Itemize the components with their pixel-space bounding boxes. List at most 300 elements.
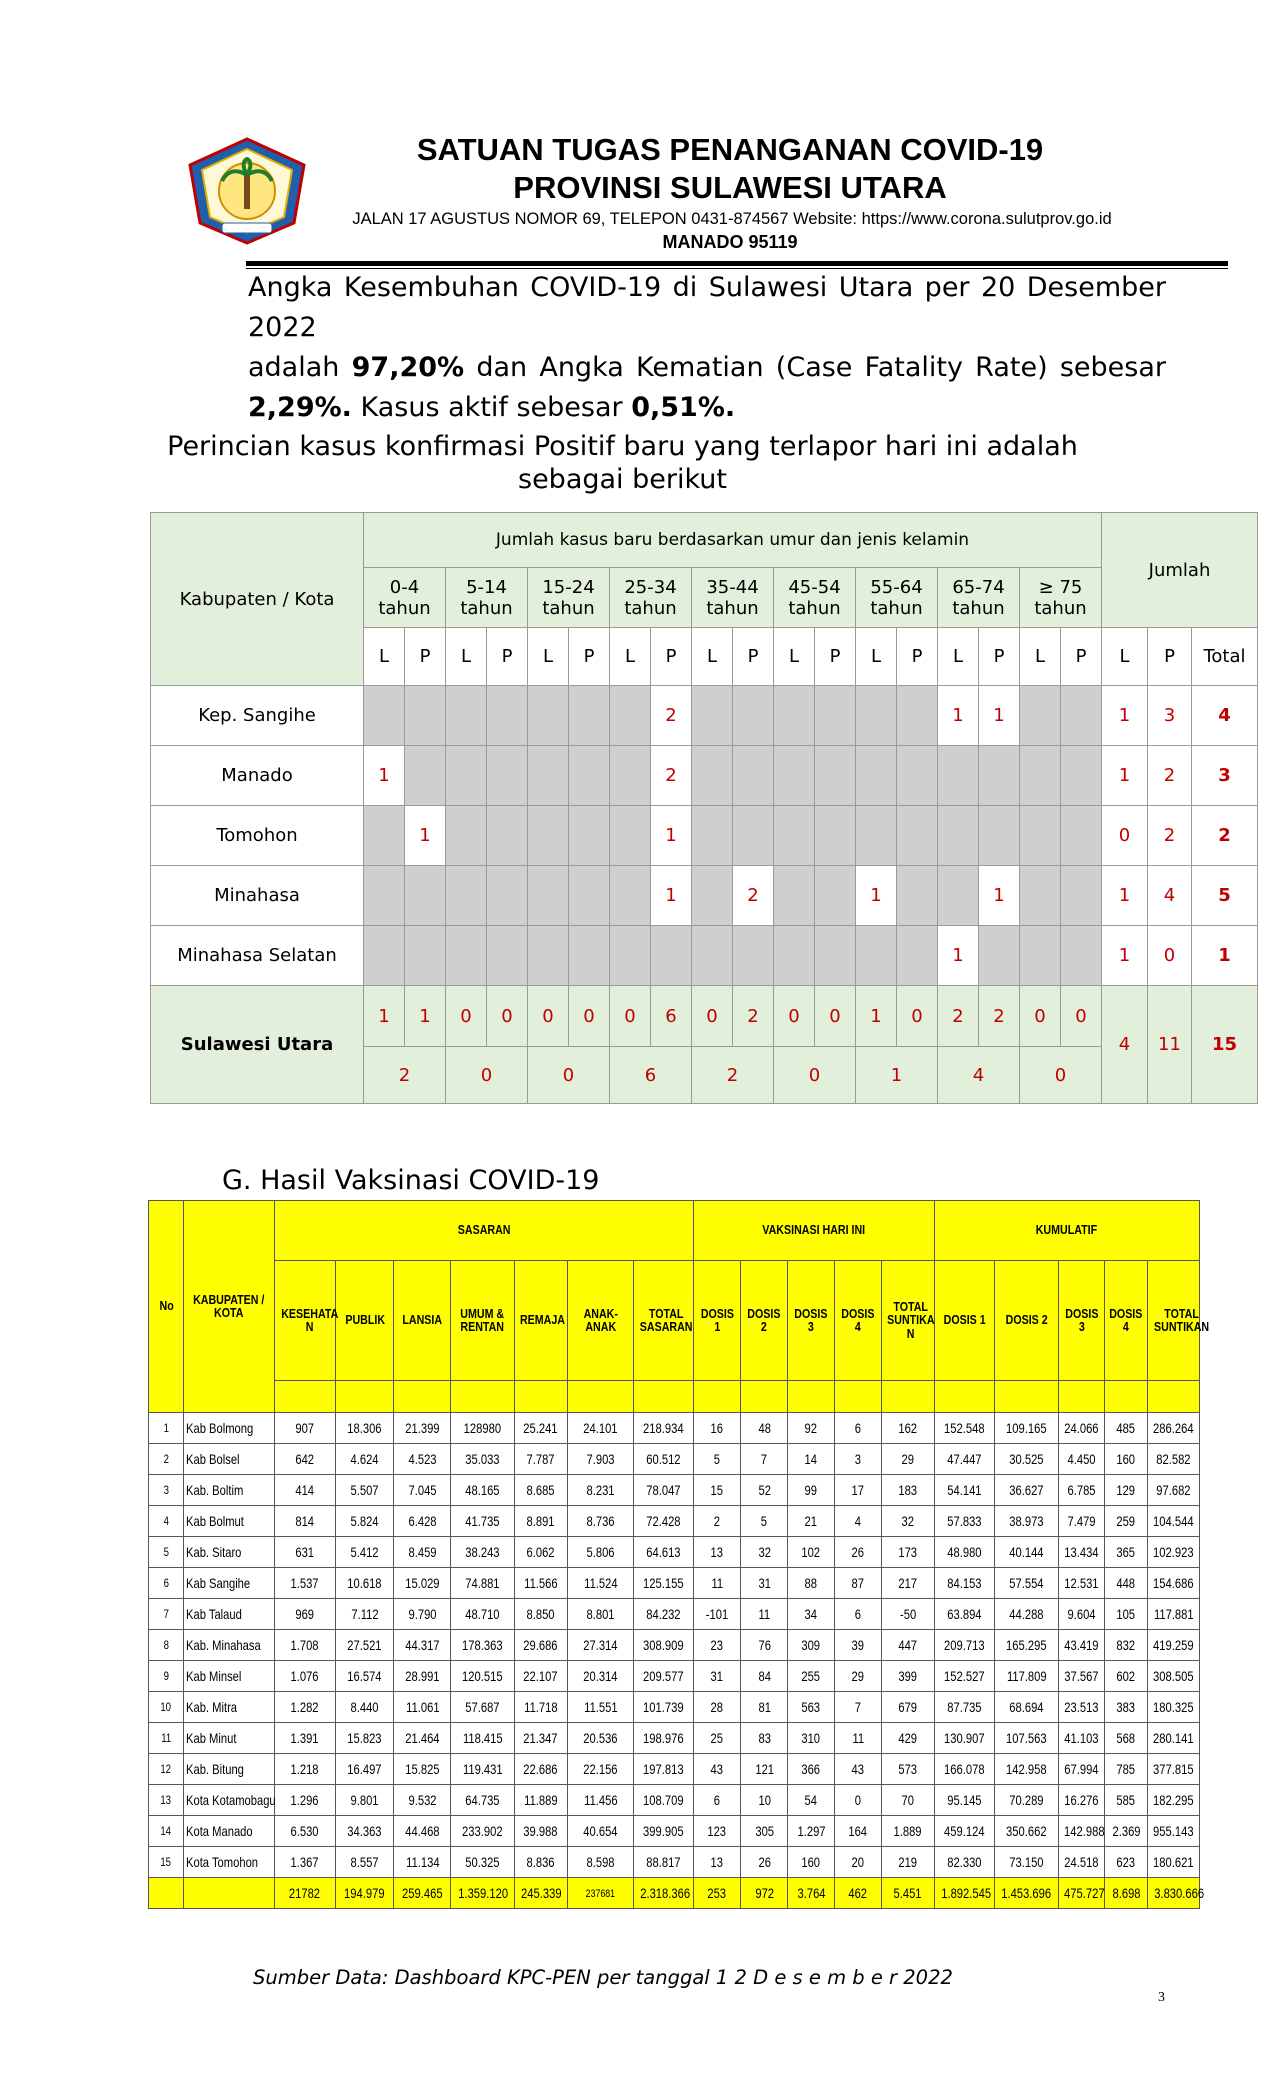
- vax-row: [149, 1754, 1200, 1785]
- vax-value-text: 183: [898, 1481, 918, 1498]
- blank-header-cell: [693, 1381, 741, 1413]
- sasaran-header: [274, 1201, 693, 1261]
- age-range: 25-34: [624, 576, 677, 598]
- vax-value: [634, 1723, 693, 1754]
- vax-value-text: 22.107: [523, 1667, 559, 1684]
- age-range: ≥ 75: [1038, 576, 1083, 598]
- vax-value-text: 8.736: [586, 1512, 615, 1529]
- vax-value: [693, 1692, 741, 1723]
- province-cell: 0: [610, 986, 651, 1047]
- province-age-total: 0: [1020, 1047, 1102, 1104]
- vax-total-value: [184, 1878, 274, 1909]
- vax-value: [788, 1785, 835, 1816]
- sex-p-header: P: [487, 628, 528, 686]
- case-cell: [528, 746, 569, 806]
- header-address: JALAN 17 AGUSTUS NOMOR 69, TELEPON 0431-874567 Website: https://www.corona.sulutprov.go.id: [352, 210, 1112, 228]
- vax-value-text: Kab. Mitra: [186, 1698, 238, 1715]
- today-col-header: [881, 1261, 934, 1381]
- vax-value: [934, 1537, 994, 1568]
- vax-value-text: 52: [758, 1481, 771, 1498]
- sex-l-header: L: [446, 628, 487, 686]
- vax-value-text: 1.297: [797, 1822, 826, 1839]
- blank-header-cell: [788, 1381, 835, 1413]
- vax-value: [394, 1816, 451, 1847]
- vax-value-text: 20.536: [583, 1729, 618, 1746]
- vax-value: [1105, 1506, 1148, 1537]
- case-cell: [569, 806, 610, 866]
- vax-value: [394, 1568, 451, 1599]
- province-cell: 0: [487, 986, 528, 1047]
- case-row: [151, 866, 1258, 926]
- vax-value-text: 23.513: [1064, 1698, 1099, 1715]
- vax-value-text: 6: [713, 1791, 721, 1808]
- vax-value: [881, 1630, 934, 1661]
- vax-value-text: 70.289: [1009, 1791, 1044, 1808]
- sex-p-header: P: [651, 628, 692, 686]
- vax-value: [1147, 1630, 1199, 1661]
- vax-value: [995, 1568, 1058, 1599]
- case-cell: [774, 866, 815, 926]
- vax-row-no: [149, 1537, 184, 1568]
- case-cell: [405, 686, 446, 746]
- case-cell: [446, 746, 487, 806]
- case-cell: [733, 746, 774, 806]
- cumulative-col-header: [995, 1261, 1058, 1381]
- vax-value: [1058, 1785, 1105, 1816]
- vax-value-text: 27.314: [583, 1636, 618, 1653]
- vax-value: [274, 1785, 335, 1816]
- vax-value-text: 11.524: [583, 1574, 618, 1591]
- vax-value: [788, 1537, 835, 1568]
- vax-value: [514, 1816, 567, 1847]
- vax-value-text: 101.739: [643, 1698, 684, 1715]
- vax-value-text: 16.276: [1064, 1791, 1099, 1808]
- age-unit: tahun: [378, 597, 431, 619]
- vax-total-value: [1058, 1878, 1105, 1909]
- vax-value: [567, 1692, 634, 1723]
- case-cell: 1: [651, 806, 692, 866]
- vax-row-no: [149, 1785, 184, 1816]
- vax-value: [741, 1630, 788, 1661]
- vax-row: [149, 1723, 1200, 1754]
- vax-value: [934, 1444, 994, 1475]
- vax-value-text: Kab Bolmut: [186, 1512, 245, 1529]
- province-age-total: 2: [364, 1047, 446, 1104]
- vax-value-text: 1.391: [290, 1729, 319, 1746]
- vax-value-text: 107.563: [1006, 1729, 1047, 1746]
- vax-total-value: [934, 1878, 994, 1909]
- vax-value-text: 15: [160, 1854, 172, 1869]
- sex-l-header: L: [938, 628, 979, 686]
- case-cell: [897, 686, 938, 746]
- sex-l-header: L: [364, 628, 405, 686]
- vax-value-text: 120.515: [462, 1667, 503, 1684]
- vax-value-text: 9: [163, 1668, 169, 1683]
- vax-value-text: 10.618: [347, 1574, 382, 1591]
- vax-value: [634, 1816, 693, 1847]
- vax-value-text: 217: [898, 1574, 918, 1591]
- case-cell: [897, 806, 938, 866]
- province-cell: 0: [528, 986, 569, 1047]
- vax-row: [149, 1692, 1200, 1723]
- vax-value-text: 128980: [464, 1419, 502, 1436]
- vax-value-text: 63.894: [947, 1605, 982, 1622]
- vax-value: [274, 1723, 335, 1754]
- province-cell: 0: [446, 986, 487, 1047]
- province-age-total: 0: [446, 1047, 528, 1104]
- vax-value: [1105, 1723, 1148, 1754]
- page-number: 3: [1158, 1990, 1165, 2005]
- vax-row: [149, 1785, 1200, 1816]
- today-col-header-text: DOSIS 4: [841, 1305, 875, 1335]
- vax-value-text: 29: [851, 1667, 865, 1684]
- vax-value: [693, 1785, 741, 1816]
- vax-value-text: 68.694: [1009, 1698, 1044, 1715]
- case-cell: [528, 806, 569, 866]
- vax-value-text: 448: [1116, 1574, 1136, 1591]
- vax-value: [1147, 1413, 1199, 1444]
- vax-value: [1105, 1475, 1148, 1506]
- vax-value-text: 399: [898, 1667, 918, 1684]
- vax-value: [1058, 1599, 1105, 1630]
- vax-value-text: 485: [1116, 1419, 1136, 1436]
- vax-value-text: 366: [801, 1760, 821, 1777]
- vax-value-text: 24.066: [1064, 1419, 1099, 1436]
- province-age-total: 1: [856, 1047, 938, 1104]
- case-cell: [815, 926, 856, 986]
- vax-value-text: 286.264: [1153, 1419, 1194, 1436]
- case-cell: [856, 746, 897, 806]
- vax-total-value: [1105, 1878, 1148, 1909]
- vax-value: [995, 1630, 1058, 1661]
- vax-value-text: 11.061: [405, 1698, 440, 1715]
- vax-value: [1105, 1444, 1148, 1475]
- header-title-line2: PROVINSI SULAWESI UTARA: [513, 170, 947, 205]
- case-cell: [692, 746, 733, 806]
- case-cell: [569, 686, 610, 746]
- case-cell: [364, 686, 405, 746]
- vax-value: [634, 1537, 693, 1568]
- province-total-p: 11: [1148, 986, 1192, 1104]
- case-cell: 1: [651, 866, 692, 926]
- vax-total-value: [274, 1878, 335, 1909]
- vax-value-text: 123: [707, 1822, 727, 1839]
- vax-header-row-cols: [149, 1261, 1200, 1381]
- vax-value-text: 563: [801, 1698, 821, 1715]
- case-cell: [610, 926, 651, 986]
- header-city: MANADO 95119: [662, 232, 798, 252]
- province-cell: 0: [815, 986, 856, 1047]
- vax-value: [741, 1475, 788, 1506]
- vax-value: [835, 1723, 882, 1754]
- vax-value: [1147, 1754, 1199, 1785]
- today-col-header-text: DOSIS 1: [700, 1305, 734, 1335]
- vax-value-text: 6.428: [408, 1512, 437, 1529]
- province-cell: 0: [569, 986, 610, 1047]
- vax-value: [1147, 1506, 1199, 1537]
- sasaran-col-header: [394, 1261, 451, 1381]
- vax-value: [995, 1785, 1058, 1816]
- vax-value: [1058, 1630, 1105, 1661]
- vax-value: [835, 1568, 882, 1599]
- vax-value: [995, 1475, 1058, 1506]
- vax-value: [336, 1599, 394, 1630]
- province-cell: 0: [1020, 986, 1061, 1047]
- vax-value-text: 54: [804, 1791, 818, 1808]
- vax-value: [995, 1661, 1058, 1692]
- vax-value: [693, 1537, 741, 1568]
- vax-region-name: [184, 1537, 274, 1568]
- vax-total-text: 3.830.666: [1154, 1884, 1204, 1901]
- vax-value-text: 18.306: [347, 1419, 382, 1436]
- vax-value: [394, 1630, 451, 1661]
- vax-value-text: 9.801: [350, 1791, 379, 1808]
- province-cell: 1: [405, 986, 446, 1047]
- province-cell: 0: [774, 986, 815, 1047]
- vax-total-value: [514, 1878, 567, 1909]
- case-total-p: 4: [1148, 866, 1192, 926]
- vax-value: [881, 1723, 934, 1754]
- case-cell: [405, 746, 446, 806]
- vax-value: [881, 1599, 934, 1630]
- vax-value-text: 7.903: [586, 1450, 615, 1467]
- case-cell: [446, 686, 487, 746]
- vax-value-text: 4.624: [350, 1450, 379, 1467]
- cumulative-col-header-text: DOSIS 3: [1064, 1305, 1098, 1335]
- vax-value-text: 119.431: [462, 1760, 503, 1777]
- blank-header-cell: [995, 1381, 1058, 1413]
- province-name: Sulawesi Utara: [151, 986, 364, 1104]
- vax-value-text: 164: [848, 1822, 868, 1839]
- vax-value: [1105, 1537, 1148, 1568]
- age-group-header: Jumlah kasus baru berdasarkan umur dan jenis kelamin: [364, 513, 1102, 568]
- vax-value: [995, 1444, 1058, 1475]
- vax-value-text: 429: [898, 1729, 918, 1746]
- vax-value: [274, 1506, 335, 1537]
- vax-value-text: 8.459: [408, 1543, 437, 1560]
- cases-intro-line1: Perincian kasus konfirmasi Positif baru yang terlapor hari ini adalah: [167, 431, 1078, 462]
- vax-value-text: 8.440: [350, 1698, 379, 1715]
- vax-value: [514, 1475, 567, 1506]
- vax-value-text: 4: [854, 1512, 862, 1529]
- case-cell: [1020, 686, 1061, 746]
- vax-value-text: 81: [758, 1698, 771, 1715]
- vax-value-text: 125.155: [643, 1574, 684, 1591]
- vax-value: [451, 1537, 514, 1568]
- case-cell: [1020, 806, 1061, 866]
- vax-value-text: 39: [851, 1636, 865, 1653]
- blank-header-cell: [336, 1381, 394, 1413]
- age-unit: tahun: [1034, 597, 1087, 619]
- vax-value: [567, 1568, 634, 1599]
- vax-value: [934, 1475, 994, 1506]
- vax-value: [835, 1692, 882, 1723]
- vax-value: [693, 1816, 741, 1847]
- vax-value: [274, 1816, 335, 1847]
- vax-value: [693, 1599, 741, 1630]
- vax-value: [336, 1444, 394, 1475]
- vax-value: [1147, 1537, 1199, 1568]
- vax-value-text: Kab. Boltim: [186, 1481, 244, 1498]
- vax-value-text: 105: [1116, 1605, 1136, 1622]
- sex-l-header: L: [856, 628, 897, 686]
- case-cell: [1020, 746, 1061, 806]
- vax-value: [514, 1537, 567, 1568]
- vax-value-text: 43: [851, 1760, 865, 1777]
- vax-value-text: 310: [801, 1729, 821, 1746]
- vax-value-text: Kab Talaud: [186, 1605, 243, 1622]
- province-age-total: 6: [610, 1047, 692, 1104]
- vax-value: [1105, 1692, 1148, 1723]
- vax-value: [634, 1785, 693, 1816]
- vax-value: [451, 1816, 514, 1847]
- vax-value-text: 832: [1116, 1636, 1136, 1653]
- sex-p-header: P: [1148, 628, 1192, 686]
- case-total: 3: [1192, 746, 1258, 806]
- province-cell: 0: [1061, 986, 1102, 1047]
- vax-region-name: [184, 1661, 274, 1692]
- vax-row: [149, 1568, 1200, 1599]
- vax-value-text: 97.682: [1156, 1481, 1191, 1498]
- vax-value-text: 173: [898, 1543, 918, 1560]
- vax-value: [567, 1785, 634, 1816]
- vax-value-text: 24.101: [583, 1419, 618, 1436]
- vax-row-no: [149, 1661, 184, 1692]
- vax-value-text: 20: [851, 1853, 865, 1870]
- vax-value-text: 1.296: [290, 1791, 319, 1808]
- vax-value: [451, 1444, 514, 1475]
- case-cell: [569, 926, 610, 986]
- vax-total-value: [336, 1878, 394, 1909]
- vax-value: [1058, 1754, 1105, 1785]
- blank-header-cell: [1147, 1381, 1199, 1413]
- vax-value-text: 6.530: [290, 1822, 319, 1839]
- vax-value: [1147, 1599, 1199, 1630]
- vax-value-text: 308.505: [1153, 1667, 1194, 1684]
- vax-value-text: 50.325: [465, 1853, 500, 1870]
- age-range: 65-74: [952, 576, 1005, 598]
- vax-value-text: 32: [758, 1543, 771, 1560]
- cases-intro: [0, 430, 1245, 496]
- vax-value-text: 84.232: [646, 1605, 681, 1622]
- age-group-55-64: [856, 568, 938, 628]
- age-unit: tahun: [460, 597, 513, 619]
- vax-value: [394, 1413, 451, 1444]
- case-total-l: 1: [1102, 746, 1148, 806]
- vax-value-text: 11: [758, 1605, 771, 1622]
- vax-total-value: [995, 1878, 1058, 1909]
- sex-p-header: P: [979, 628, 1020, 686]
- vax-value-text: 40.144: [1009, 1543, 1044, 1560]
- vax-value-text: 6: [163, 1575, 169, 1590]
- case-cell: [487, 806, 528, 866]
- vax-value-text: Kab. Minahasa: [186, 1636, 262, 1653]
- case-cell: [897, 746, 938, 806]
- vax-value-text: 12.531: [1064, 1574, 1099, 1591]
- vax-value: [934, 1630, 994, 1661]
- vax-value-text: 1: [163, 1420, 169, 1435]
- vax-value-text: 166.078: [944, 1760, 985, 1777]
- vax-value: [693, 1754, 741, 1785]
- vax-value-text: 8.801: [586, 1605, 615, 1622]
- vax-value: [693, 1723, 741, 1754]
- vax-value: [451, 1754, 514, 1785]
- vax-value: [451, 1630, 514, 1661]
- vax-value: [336, 1692, 394, 1723]
- province-cell: 2: [938, 986, 979, 1047]
- vax-value: [881, 1847, 934, 1878]
- vax-value-text: 48.710: [465, 1605, 500, 1622]
- vax-value: [788, 1723, 835, 1754]
- vax-region-name: [184, 1785, 277, 1816]
- vax-total-text: 1.359.120: [457, 1884, 508, 1901]
- vax-value: [274, 1568, 335, 1599]
- vax-value: [336, 1506, 394, 1537]
- vax-value-text: 162: [898, 1419, 918, 1436]
- case-cell: [979, 806, 1020, 866]
- vax-value-text: 17: [851, 1481, 865, 1498]
- vax-value-text: 0: [854, 1791, 862, 1808]
- vax-value-text: 10: [160, 1699, 172, 1714]
- vax-value: [567, 1475, 634, 1506]
- age-range: 0-4: [389, 576, 420, 598]
- case-cell: [610, 866, 651, 926]
- vax-value-text: 152.527: [944, 1667, 985, 1684]
- vax-value-text: 13: [710, 1853, 724, 1870]
- sasaran-header-text: SASARAN: [457, 1222, 511, 1238]
- vax-value-text: 121: [755, 1760, 774, 1777]
- region-header: Kabupaten / Kota: [151, 513, 364, 686]
- vax-value-text: 180.621: [1153, 1853, 1194, 1870]
- vax-value-text: Kab Minsel: [186, 1667, 242, 1684]
- vax-value-text: 12: [160, 1761, 172, 1776]
- sasaran-col-header: [634, 1261, 693, 1381]
- case-cell: [446, 926, 487, 986]
- vax-value: [1147, 1661, 1199, 1692]
- vax-value-text: 109.165: [1006, 1419, 1047, 1436]
- vax-value: [1147, 1847, 1199, 1878]
- vax-value: [788, 1475, 835, 1506]
- sasaran-col-header-text: TOTAL SASARAN: [640, 1305, 693, 1335]
- vax-region-name: [184, 1754, 274, 1785]
- vax-value: [788, 1692, 835, 1723]
- vax-value: [394, 1506, 451, 1537]
- vax-value: [394, 1754, 451, 1785]
- region-name: Manado: [151, 746, 364, 806]
- vax-value: [634, 1413, 693, 1444]
- case-cell: 1: [405, 806, 446, 866]
- vax-value-text: 16.497: [347, 1760, 382, 1777]
- age-group-15-24: [528, 568, 610, 628]
- province-row: [151, 986, 1258, 1047]
- vax-total-text: 8.698: [1112, 1884, 1141, 1901]
- vax-value: [1105, 1599, 1148, 1630]
- case-cell: [815, 806, 856, 866]
- vax-value-text: 84.153: [947, 1574, 982, 1591]
- vax-region-name: [184, 1847, 274, 1878]
- vax-row-no: [149, 1506, 184, 1537]
- province-cell: 2: [733, 986, 774, 1047]
- vax-total-text: 1.453.696: [1001, 1884, 1052, 1901]
- case-row: [151, 926, 1258, 986]
- case-cell: [774, 806, 815, 866]
- vax-value: [514, 1723, 567, 1754]
- vax-value-text: Kab Sangihe: [186, 1574, 251, 1591]
- sasaran-col-header: [274, 1261, 339, 1381]
- vax-value-text: 21.399: [405, 1419, 440, 1436]
- case-cell: [1020, 866, 1061, 926]
- vax-value-text: 29.686: [523, 1636, 559, 1653]
